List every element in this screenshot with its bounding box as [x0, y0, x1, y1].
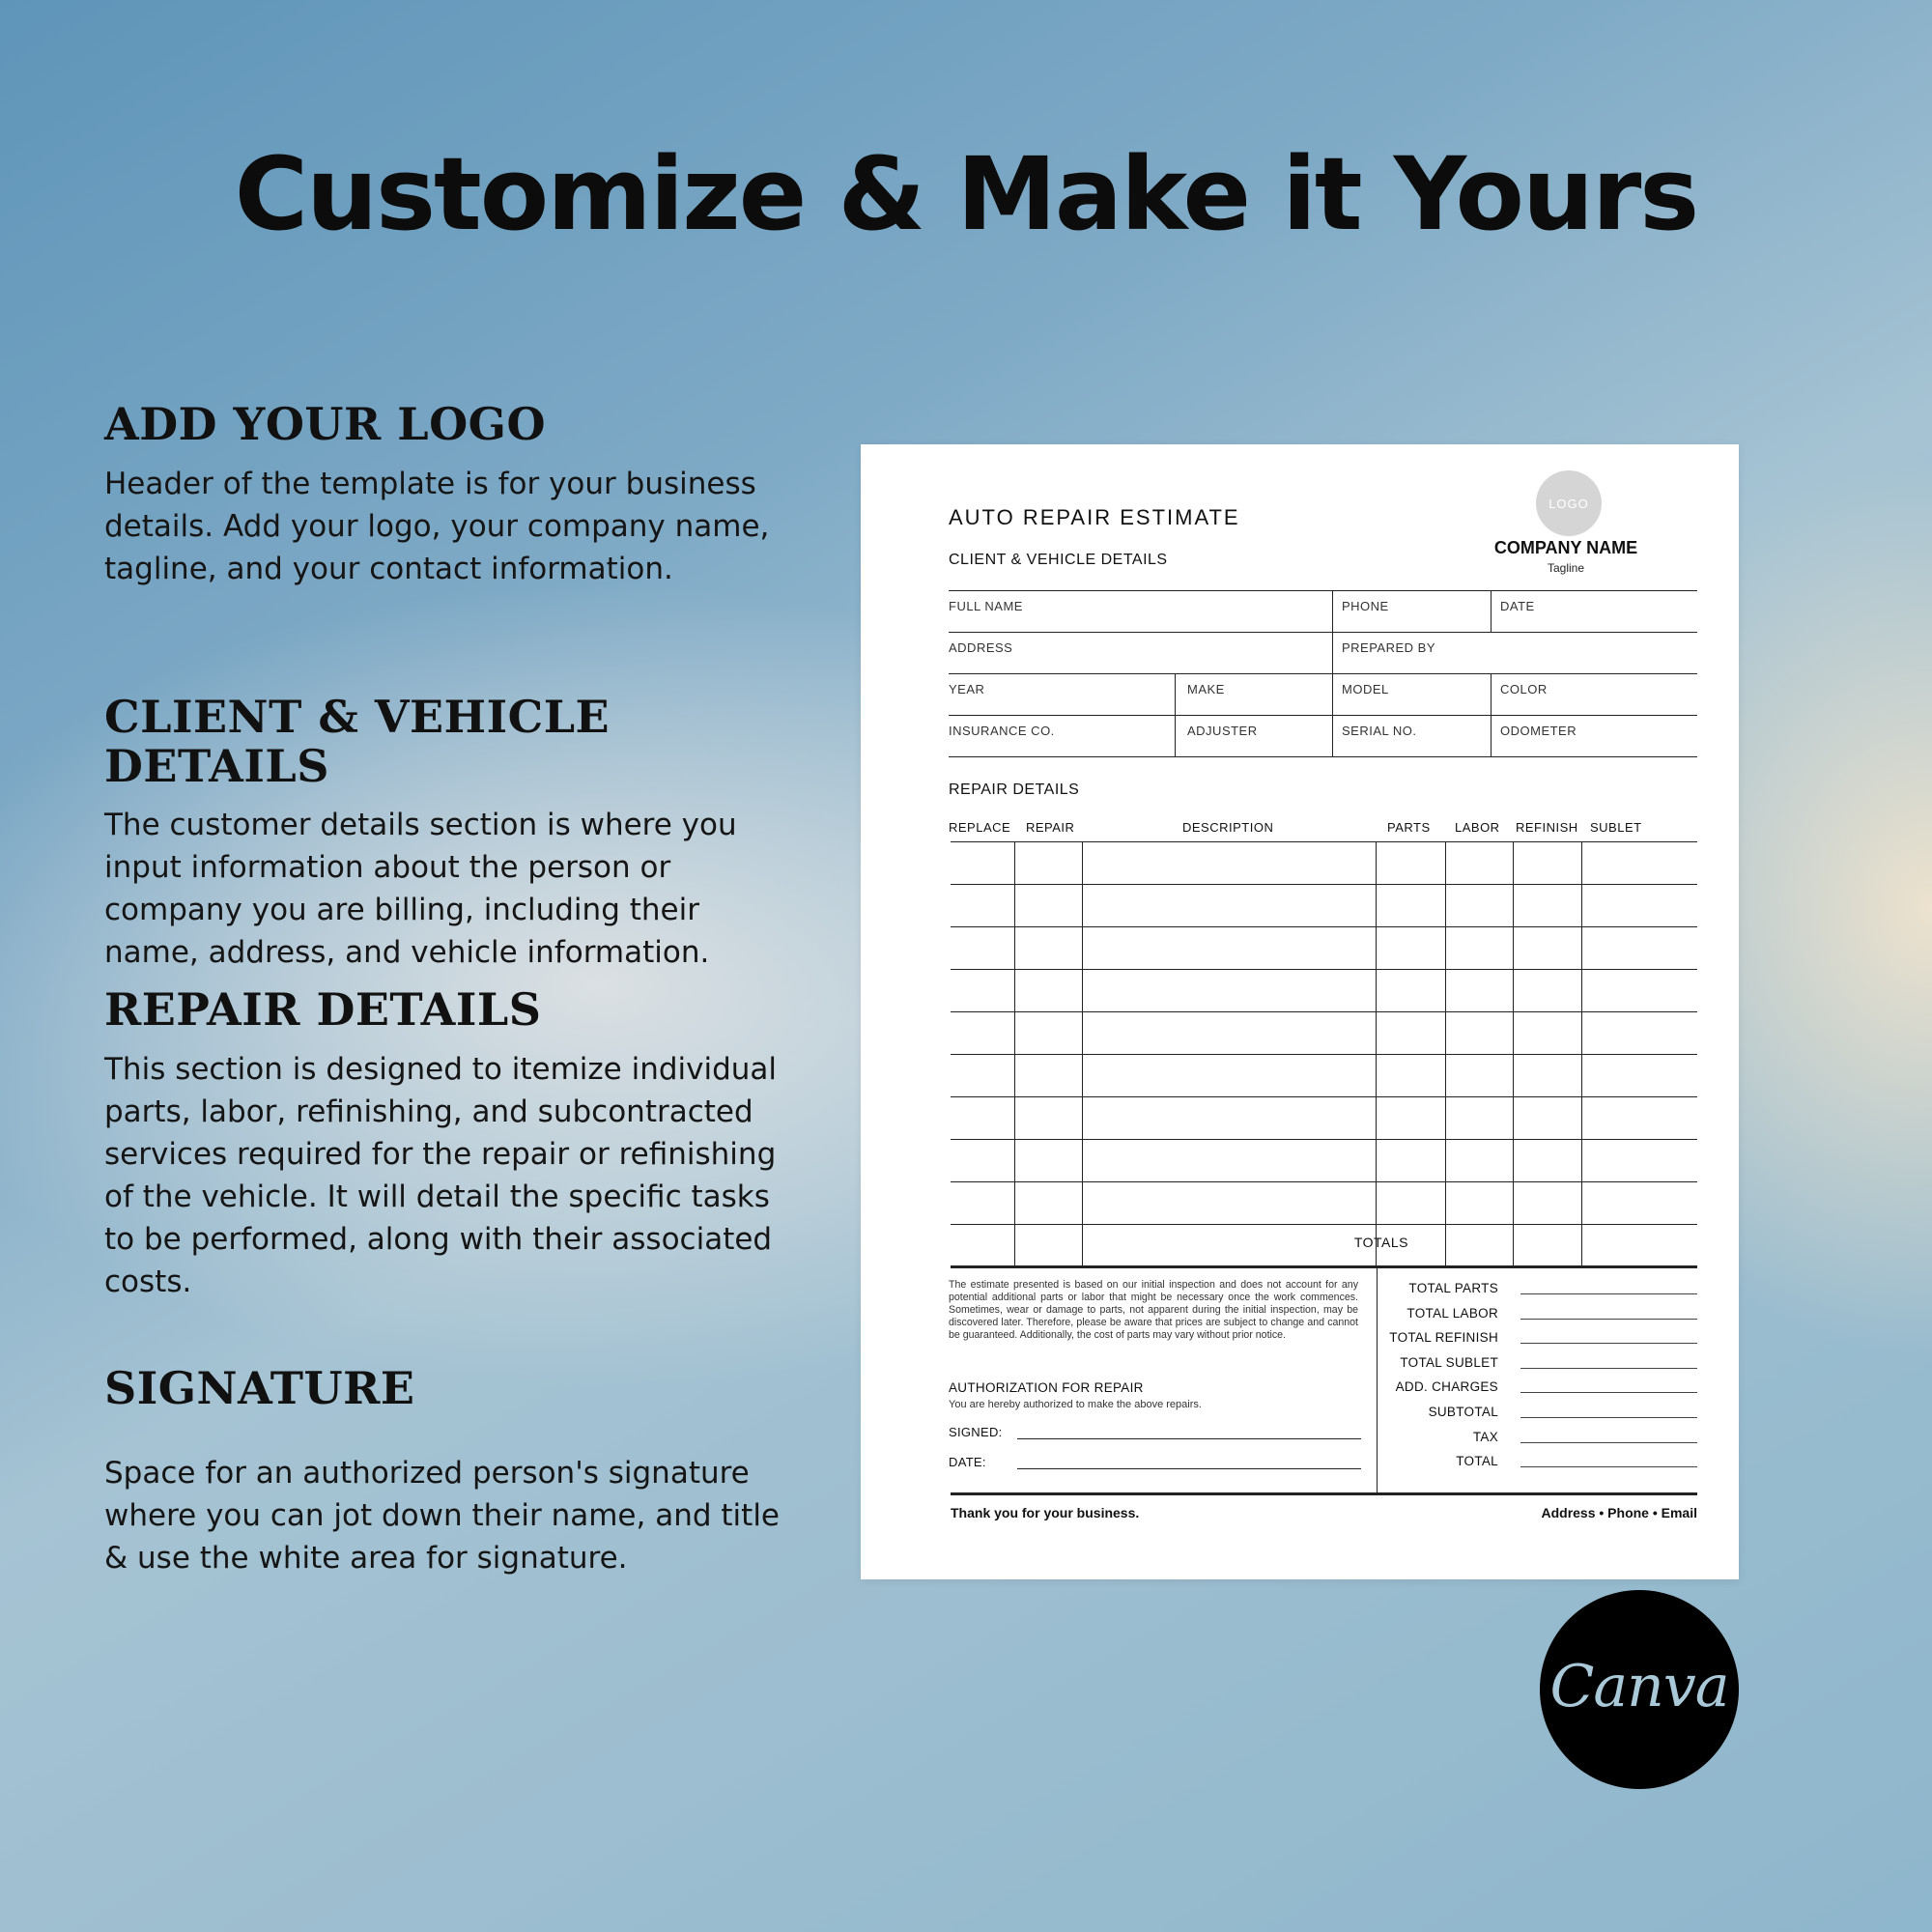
summary-label: TOTAL REFINISH [1389, 1330, 1498, 1346]
date-label: DATE: [949, 1455, 986, 1469]
summary-label: TOTAL SUBLET [1400, 1354, 1498, 1370]
grid-line [1175, 673, 1176, 756]
date-line[interactable] [1017, 1468, 1361, 1469]
summary-value-line[interactable] [1520, 1417, 1697, 1418]
grid-line [949, 756, 1697, 757]
feature-title: ADD YOUR LOGO [104, 398, 547, 450]
summary-label: TOTAL LABOR [1406, 1305, 1498, 1321]
table-row-line [951, 1096, 1697, 1097]
summary-value-line[interactable] [1520, 1293, 1697, 1294]
field-full-name: FULL NAME [949, 599, 1023, 613]
table-row-line [951, 1011, 1697, 1012]
repair-section-title: REPAIR DETAILS [949, 781, 1080, 798]
company-tagline: Tagline [1547, 561, 1585, 575]
field-model: MODEL [1342, 682, 1389, 696]
field-date: DATE [1500, 599, 1535, 613]
grid-line [1332, 590, 1333, 756]
summary-label: TAX [1472, 1429, 1498, 1444]
table-row-line [951, 884, 1697, 885]
table-row-line [951, 926, 1697, 927]
summary-label: SUBTOTAL [1428, 1405, 1498, 1419]
authorization-note: You are hereby authorized to make the above repairs. [949, 1399, 1202, 1410]
feature-body: This section is designed to itemize individual parts, labor, refinishing, and subcontracted services required for the repair or refinishing of the vehicle. It will detail the specific tasks to be performed, along with their associated costs. [104, 1051, 778, 1299]
section-divider [951, 1265, 1697, 1268]
col-repair: REPAIR [1026, 820, 1075, 835]
client-section-title: CLIENT & VEHICLE DETAILS [949, 552, 1168, 568]
totals-label: TOTALS [1353, 1235, 1408, 1250]
feature-client-vehicle [104, 693, 800, 974]
feature-title: CLIENT & VEHICLE DETAILS [104, 691, 611, 792]
summary-label: ADD. CHARGES [1395, 1379, 1498, 1395]
feature-body: Header of the template is for your business details. Add your logo, your company name, tagline, and your contact information. [104, 466, 770, 586]
field-odometer: ODOMETER [1500, 724, 1577, 738]
col-parts: PARTS [1387, 820, 1431, 835]
col-replace: REPLACE [949, 820, 1011, 835]
table-column-line [1014, 841, 1015, 1266]
field-make: MAKE [1187, 682, 1225, 696]
col-labor: LABOR [1455, 820, 1500, 835]
summary-value-line[interactable] [1520, 1343, 1697, 1344]
table-column-line [1581, 841, 1582, 1266]
authorization-title: AUTHORIZATION FOR REPAIR [949, 1380, 1144, 1395]
estimate-disclaimer: The estimate presented is based on our initial inspection and does not account for any potential additional parts or labor that might be necessary once the work commences. Sometimes, wear or damage to parts, not apparent during the initial inspection, may be discovered later. Therefore, please be aware that prices are subject to change and cannot be guaranteed. Additionally, the cost of parts may vary without prior notice. [949, 1279, 1358, 1341]
table-row-line [951, 1181, 1697, 1182]
grid-line [949, 632, 1697, 633]
col-refinish: REFINISH [1516, 820, 1578, 835]
footer-divider [951, 1492, 1697, 1495]
table-row-line [951, 969, 1697, 970]
table-row-line [951, 1139, 1697, 1140]
feature-body: Space for an authorized person's signature where you can jot down their name, and title & use the white area for signature. [104, 1455, 780, 1576]
field-phone: PHONE [1342, 599, 1389, 613]
field-adjuster: ADJUSTER [1187, 724, 1258, 738]
table-row-line [951, 1054, 1697, 1055]
col-sublet: SUBLET [1590, 820, 1642, 835]
page-headline: Customize & Make it Yours [234, 135, 1698, 253]
signed-label: SIGNED: [949, 1425, 1003, 1439]
feature-title: REPAIR DETAILS [104, 983, 542, 1036]
summary-label: TOTAL PARTS [1408, 1281, 1498, 1295]
grid-line [949, 590, 1697, 591]
summary-label: TOTAL [1456, 1454, 1498, 1469]
feature-body: The customer details section is where you input information about the person or company you are billing, including their name, address, and vehicle information. [104, 808, 737, 971]
field-address: ADDRESS [949, 640, 1013, 655]
summary-value-line[interactable] [1520, 1368, 1697, 1369]
grid-line [1491, 590, 1492, 632]
summary-value-line[interactable] [1520, 1442, 1697, 1443]
field-insurance: INSURANCE CO. [949, 724, 1055, 738]
document-title: AUTO REPAIR ESTIMATE [949, 505, 1240, 529]
canva-wordmark: Canva [1549, 1653, 1729, 1720]
contact-line: Address • Phone • Email [1541, 1505, 1697, 1520]
feature-repair-details [104, 985, 800, 1303]
grid-line [949, 715, 1697, 716]
field-year: YEAR [949, 682, 985, 696]
field-prepared-by: PREPARED BY [1342, 640, 1436, 655]
field-color: COLOR [1500, 682, 1548, 696]
table-column-line [1082, 841, 1083, 1266]
table-column-line [1376, 841, 1377, 1266]
summary-value-line[interactable] [1520, 1392, 1697, 1393]
table-column-line [1445, 841, 1446, 1266]
company-name: COMPANY NAME [1493, 538, 1638, 557]
logo-placeholder [1536, 470, 1602, 536]
grid-line [1491, 673, 1492, 756]
canva-logo [1540, 1590, 1739, 1789]
feature-add-logo [104, 400, 800, 590]
col-description: DESCRIPTION [1182, 820, 1274, 835]
signature-line[interactable] [1017, 1438, 1361, 1439]
feature-title: SIGNATURE [104, 1362, 415, 1414]
logo-text: LOGO [1548, 496, 1589, 511]
table-row-line [951, 841, 1697, 842]
feature-signature [104, 1364, 800, 1579]
summary-value-line[interactable] [1520, 1466, 1697, 1467]
table-row-line [951, 1224, 1697, 1225]
table-column-line [1513, 841, 1514, 1266]
thank-you-note: Thank you for your business. [951, 1505, 1140, 1520]
grid-line [949, 673, 1697, 674]
estimate-document [861, 444, 1739, 1579]
field-serial: SERIAL NO. [1342, 724, 1417, 738]
summary-value-line[interactable] [1520, 1319, 1697, 1320]
